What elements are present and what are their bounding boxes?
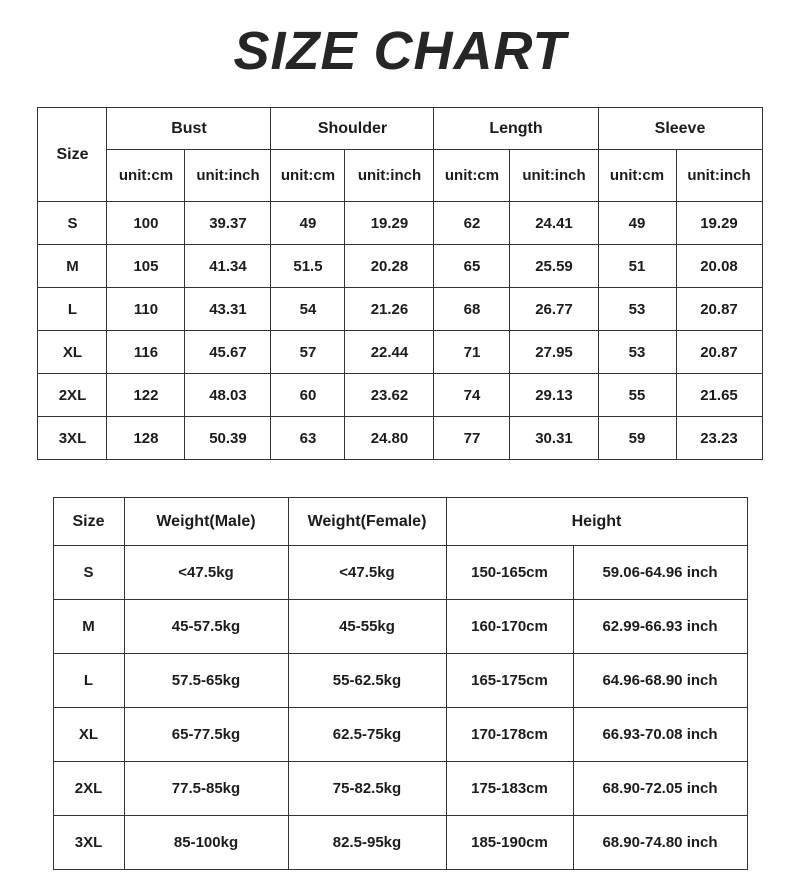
unit-header-cell: unit:inch: [345, 150, 434, 202]
unit-header-cell: unit:inch: [510, 150, 598, 202]
measurement-value-cell: 53: [598, 288, 676, 331]
size-label-cell: L: [38, 288, 107, 331]
measurement-value-cell: 59: [598, 417, 676, 460]
measurement-value-cell: 20.08: [676, 245, 762, 288]
size-table-row-3xl: [38, 417, 762, 460]
bust-group-header: Bust: [107, 108, 271, 150]
unit-header-row: [38, 150, 762, 202]
measurement-value-cell: 20.87: [676, 288, 762, 331]
size-corner-header: Size: [38, 108, 107, 202]
height-cm-cell: 175-183cm: [446, 762, 573, 816]
measurement-value-cell: 50.39: [185, 417, 271, 460]
size-label-cell: 3XL: [53, 816, 124, 870]
weight-male-cell: 65-77.5kg: [124, 708, 288, 762]
measurement-value-cell: 105: [107, 245, 185, 288]
measurement-value-cell: 19.29: [676, 202, 762, 245]
weight-female-cell: 55-62.5kg: [288, 654, 446, 708]
size-label-cell: S: [38, 202, 107, 245]
size-label-cell: M: [53, 600, 124, 654]
unit-header-cell: unit:cm: [271, 150, 345, 202]
weight-male-cell: 45-57.5kg: [124, 600, 288, 654]
measurement-value-cell: 45.67: [185, 331, 271, 374]
size-label-cell: 3XL: [38, 417, 107, 460]
measurement-value-cell: 23.62: [345, 374, 434, 417]
height-inch-cell: 64.96-68.90 inch: [573, 654, 747, 708]
measurement-value-cell: 43.31: [185, 288, 271, 331]
size-measurement-table: [37, 107, 762, 460]
weight-male-cell: <47.5kg: [124, 546, 288, 600]
body-table-row-s: [53, 546, 747, 600]
sleeve-group-header: Sleeve: [598, 108, 762, 150]
measurement-value-cell: 63: [271, 417, 345, 460]
weight-male-cell: 77.5-85kg: [124, 762, 288, 816]
measurement-value-cell: 19.29: [345, 202, 434, 245]
unit-header-cell: unit:cm: [434, 150, 510, 202]
unit-header-cell: unit:cm: [107, 150, 185, 202]
unit-header-cell: unit:cm: [598, 150, 676, 202]
weight-female-cell: 45-55kg: [288, 600, 446, 654]
measurement-value-cell: 65: [434, 245, 510, 288]
size-label-cell: L: [53, 654, 124, 708]
weight-female-cell: 75-82.5kg: [288, 762, 446, 816]
height-inch-cell: 62.99-66.93 inch: [573, 600, 747, 654]
measurement-value-cell: 49: [271, 202, 345, 245]
measurement-value-cell: 110: [107, 288, 185, 331]
weight-height-table: [53, 497, 748, 870]
weight-female-cell: 62.5-75kg: [288, 708, 446, 762]
size-table-row-2xl: [38, 374, 762, 417]
height-inch-cell: 68.90-74.80 inch: [573, 816, 747, 870]
measurement-value-cell: 57: [271, 331, 345, 374]
measurement-value-cell: 49: [598, 202, 676, 245]
page-title: SIZE CHART: [233, 21, 567, 81]
size-table-row-l: [38, 288, 762, 331]
body-table-header-row: [53, 498, 747, 546]
height-cm-cell: 165-175cm: [446, 654, 573, 708]
measurement-value-cell: 116: [107, 331, 185, 374]
height-header: Height: [446, 498, 747, 546]
measurement-value-cell: 74: [434, 374, 510, 417]
size-table-row-m: [38, 245, 762, 288]
measurement-value-cell: 51: [598, 245, 676, 288]
measurement-value-cell: 48.03: [185, 374, 271, 417]
measurement-value-cell: 62: [434, 202, 510, 245]
size-label-cell: M: [38, 245, 107, 288]
measurement-value-cell: 21.65: [676, 374, 762, 417]
size-corner-header: Size: [53, 498, 124, 546]
body-table-row-xl: [53, 708, 747, 762]
weight-male-cell: 57.5-65kg: [124, 654, 288, 708]
size-label-cell: XL: [38, 331, 107, 374]
measurement-value-cell: 55: [598, 374, 676, 417]
measurement-value-cell: 100: [107, 202, 185, 245]
unit-header-cell: unit:inch: [676, 150, 762, 202]
height-inch-cell: 66.93-70.08 inch: [573, 708, 747, 762]
height-cm-cell: 185-190cm: [446, 816, 573, 870]
measurement-value-cell: 20.28: [345, 245, 434, 288]
measurement-value-cell: 53: [598, 331, 676, 374]
height-cm-cell: 150-165cm: [446, 546, 573, 600]
measurement-value-cell: 20.87: [676, 331, 762, 374]
measurement-value-cell: 122: [107, 374, 185, 417]
unit-header-cell: unit:inch: [185, 150, 271, 202]
height-cm-cell: 170-178cm: [446, 708, 573, 762]
measurement-value-cell: 24.41: [510, 202, 598, 245]
measurement-value-cell: 60: [271, 374, 345, 417]
measurement-value-cell: 26.77: [510, 288, 598, 331]
measurement-value-cell: 41.34: [185, 245, 271, 288]
measurement-value-cell: 77: [434, 417, 510, 460]
body-table-row-2xl: [53, 762, 747, 816]
measurement-value-cell: 71: [434, 331, 510, 374]
body-table-row-3xl: [53, 816, 747, 870]
measurement-value-cell: 39.37: [185, 202, 271, 245]
length-group-header: Length: [434, 108, 598, 150]
measurement-value-cell: 30.31: [510, 417, 598, 460]
body-table-row-l: [53, 654, 747, 708]
measurement-value-cell: 27.95: [510, 331, 598, 374]
measurement-group-header-row: [38, 108, 762, 150]
height-inch-cell: 68.90-72.05 inch: [573, 762, 747, 816]
measurement-value-cell: 24.80: [345, 417, 434, 460]
measurement-value-cell: 25.59: [510, 245, 598, 288]
size-label-cell: S: [53, 546, 124, 600]
shoulder-group-header: Shoulder: [271, 108, 434, 150]
measurement-value-cell: 29.13: [510, 374, 598, 417]
weight-male-cell: 85-100kg: [124, 816, 288, 870]
measurement-value-cell: 128: [107, 417, 185, 460]
height-cm-cell: 160-170cm: [446, 600, 573, 654]
height-inch-cell: 59.06-64.96 inch: [573, 546, 747, 600]
body-table-row-m: [53, 600, 747, 654]
size-table-row-s: [38, 202, 762, 245]
size-table-row-xl: [38, 331, 762, 374]
measurement-value-cell: 22.44: [345, 331, 434, 374]
size-label-cell: XL: [53, 708, 124, 762]
measurement-value-cell: 54: [271, 288, 345, 331]
size-label-cell: 2XL: [38, 374, 107, 417]
weight-female-cell: <47.5kg: [288, 546, 446, 600]
weight-female-cell: 82.5-95kg: [288, 816, 446, 870]
weight-female-header: Weight(Female): [288, 498, 446, 546]
size-label-cell: 2XL: [53, 762, 124, 816]
measurement-value-cell: 68: [434, 288, 510, 331]
measurement-value-cell: 23.23: [676, 417, 762, 460]
weight-male-header: Weight(Male): [124, 498, 288, 546]
measurement-value-cell: 51.5: [271, 245, 345, 288]
measurement-value-cell: 21.26: [345, 288, 434, 331]
